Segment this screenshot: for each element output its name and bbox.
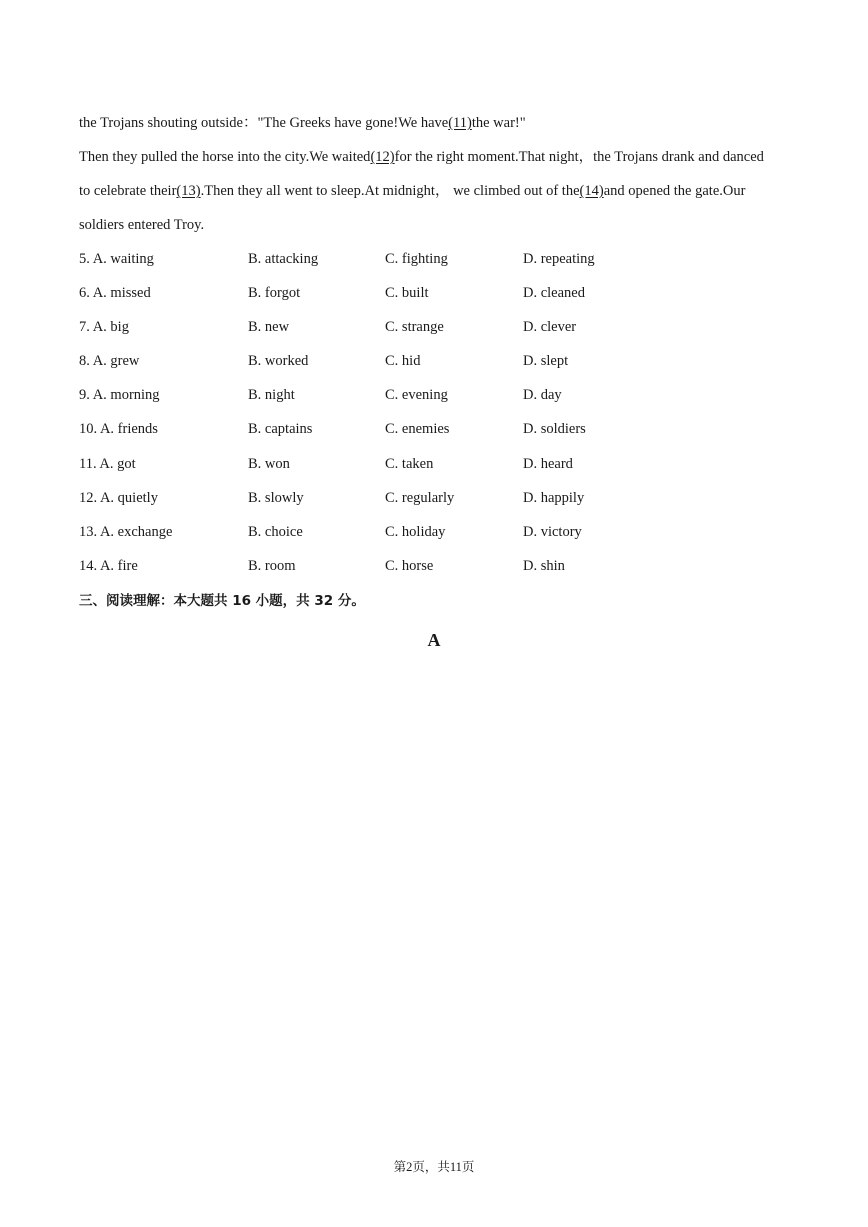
option-a: 14. A. fire [79,558,138,574]
option-b: B. new [248,319,290,335]
option-c: C. built [385,285,429,301]
option-d: D. happily [523,490,585,506]
passage-line-1 [79,113,799,133]
option-d: D. victory [523,524,582,540]
option-b: B. choice [248,524,303,540]
question-row-14 [79,556,799,576]
passage-line-3 [79,181,799,201]
question-row-5 [79,249,799,269]
blank-13: (13) [176,183,201,199]
option-c: C. hid [385,353,421,369]
option-a: 6. A. missed [79,285,151,301]
option-b: B. worked [248,353,309,369]
blank-11: (11) [448,115,472,131]
option-b: B. slowly [248,490,304,506]
passage-text: to celebrate their [79,183,177,199]
option-d: D. repeating [523,251,595,267]
question-row-9 [79,385,799,405]
passage-line-2 [79,147,799,167]
option-b: B. forgot [248,285,301,301]
option-a: 9. A. morning [79,387,160,403]
passage-line-4: soldiers entered Troy. [79,217,205,233]
option-c: C. evening [385,387,448,403]
page-footer: 第2页，共11页 [393,1160,475,1174]
option-a: 5. A. waiting [79,251,154,267]
question-row-10 [79,419,799,439]
option-d: D. day [523,387,562,403]
option-a: 13. A. exchange [79,524,173,540]
option-a: 7. A. big [79,319,129,335]
option-d: D. slept [523,353,569,369]
option-b: B. room [248,558,296,574]
passage-text: Then they pulled the horse into the city.We waited [79,149,371,165]
question-row-12 [79,488,799,508]
option-a: 10. A. friends [79,421,158,437]
option-c: C. enemies [385,421,450,437]
option-d: D. cleaned [523,285,585,301]
option-a: 12. A. quietly [79,490,158,506]
passage-text: and opened the gate.Our [603,183,746,199]
option-c: C. strange [385,319,444,335]
option-b: B. night [248,387,295,403]
option-d: D. clever [523,319,577,335]
section-heading: 三、阅读理解：本大题共 16 小题，共 32 分。 [79,593,365,609]
option-c: C. taken [385,456,434,472]
option-a: 11. A. got [79,456,136,472]
passage-text: for the right moment.That night，the Trojans drank and danced [394,149,764,165]
passage-text: the war!" [471,115,526,131]
option-c: C. regularly [385,490,455,506]
option-c: C. horse [385,558,434,574]
blank-14: (14) [579,183,604,199]
passage-text: the Trojans shouting outside："The Greeks have gone!We have [79,115,449,131]
passage-label: A [427,630,441,650]
option-c: C. fighting [385,251,448,267]
option-d: D. heard [523,456,573,472]
option-d: D. soldiers [523,421,586,437]
blank-12: (12) [370,149,395,165]
passage-text: .Then they all went to sleep.At midnight， we climbed out of the [200,183,580,199]
option-a: 8. A. grew [79,353,140,369]
option-b: B. captains [248,421,313,437]
question-row-6 [79,283,799,303]
question-row-7 [79,317,799,337]
question-row-8 [79,351,799,371]
option-c: C. holiday [385,524,446,540]
question-row-11 [79,454,799,474]
question-row-13 [79,522,799,542]
option-b: B. won [248,456,290,472]
option-b: B. attacking [248,251,319,267]
option-d: D. shin [523,558,565,574]
